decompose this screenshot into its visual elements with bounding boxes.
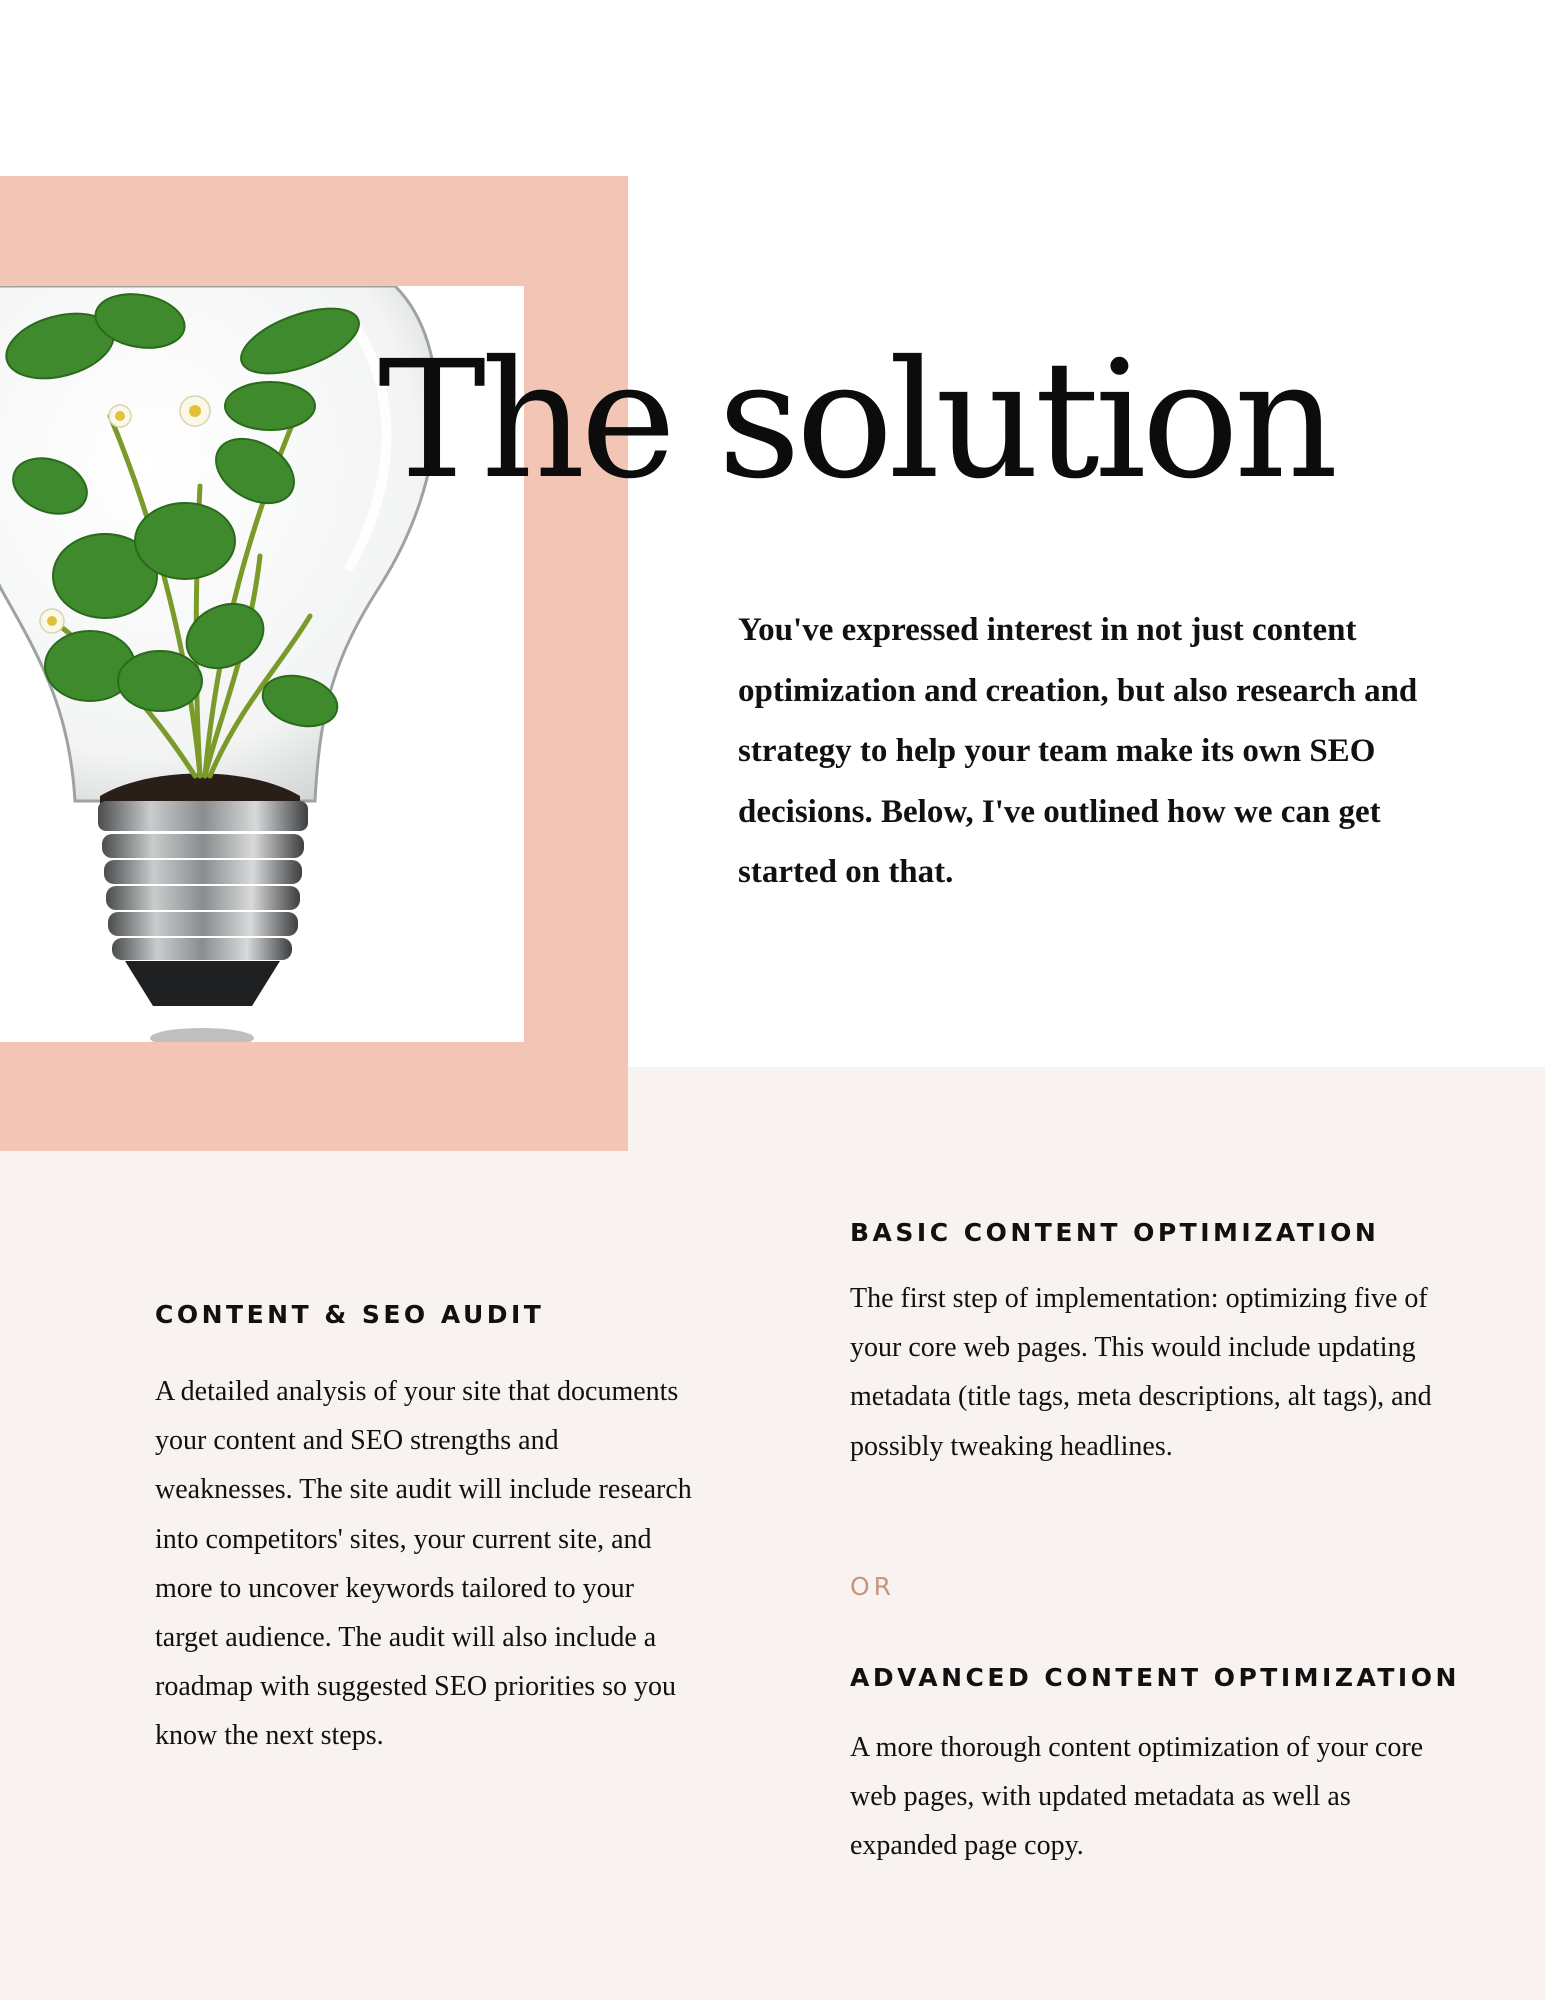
audit-heading: CONTENT & SEO AUDIT xyxy=(155,1300,545,1329)
advanced-optimization-heading: ADVANCED CONTENT OPTIMIZATION xyxy=(850,1663,1460,1692)
advanced-optimization-description: A more thorough content optimization of your core web pages, with updated metadata as well as expanded page copy. xyxy=(850,1732,1424,1862)
page-title: The solution xyxy=(378,327,1334,515)
basic-optimization-heading: BASIC CONTENT OPTIMIZATION xyxy=(850,1218,1380,1247)
or-divider-label: OR xyxy=(850,1572,896,1601)
intro-paragraph: You've expressed interest in not just content optimization and creation, but also research and strategy to help your team make its own SEO decisions. Below, I've outlined how we can get started on that. xyxy=(738,612,1418,890)
basic-optimization-description: The first step of implementation: optimizing five of your core web pages. This would include updating metadata (title tags, meta descriptions, alt tags), and possibly tweaking headlines. xyxy=(850,1283,1432,1462)
audit-description: A detailed analysis of your site that documents your content and SEO strengths and weaknesses. The site audit will include research into competitors' sites, your current site, and more to uncover keywords tailored to your target audience. The audit will also include a roadmap with suggested SEO priorities so you know the next steps. xyxy=(155,1376,692,1752)
